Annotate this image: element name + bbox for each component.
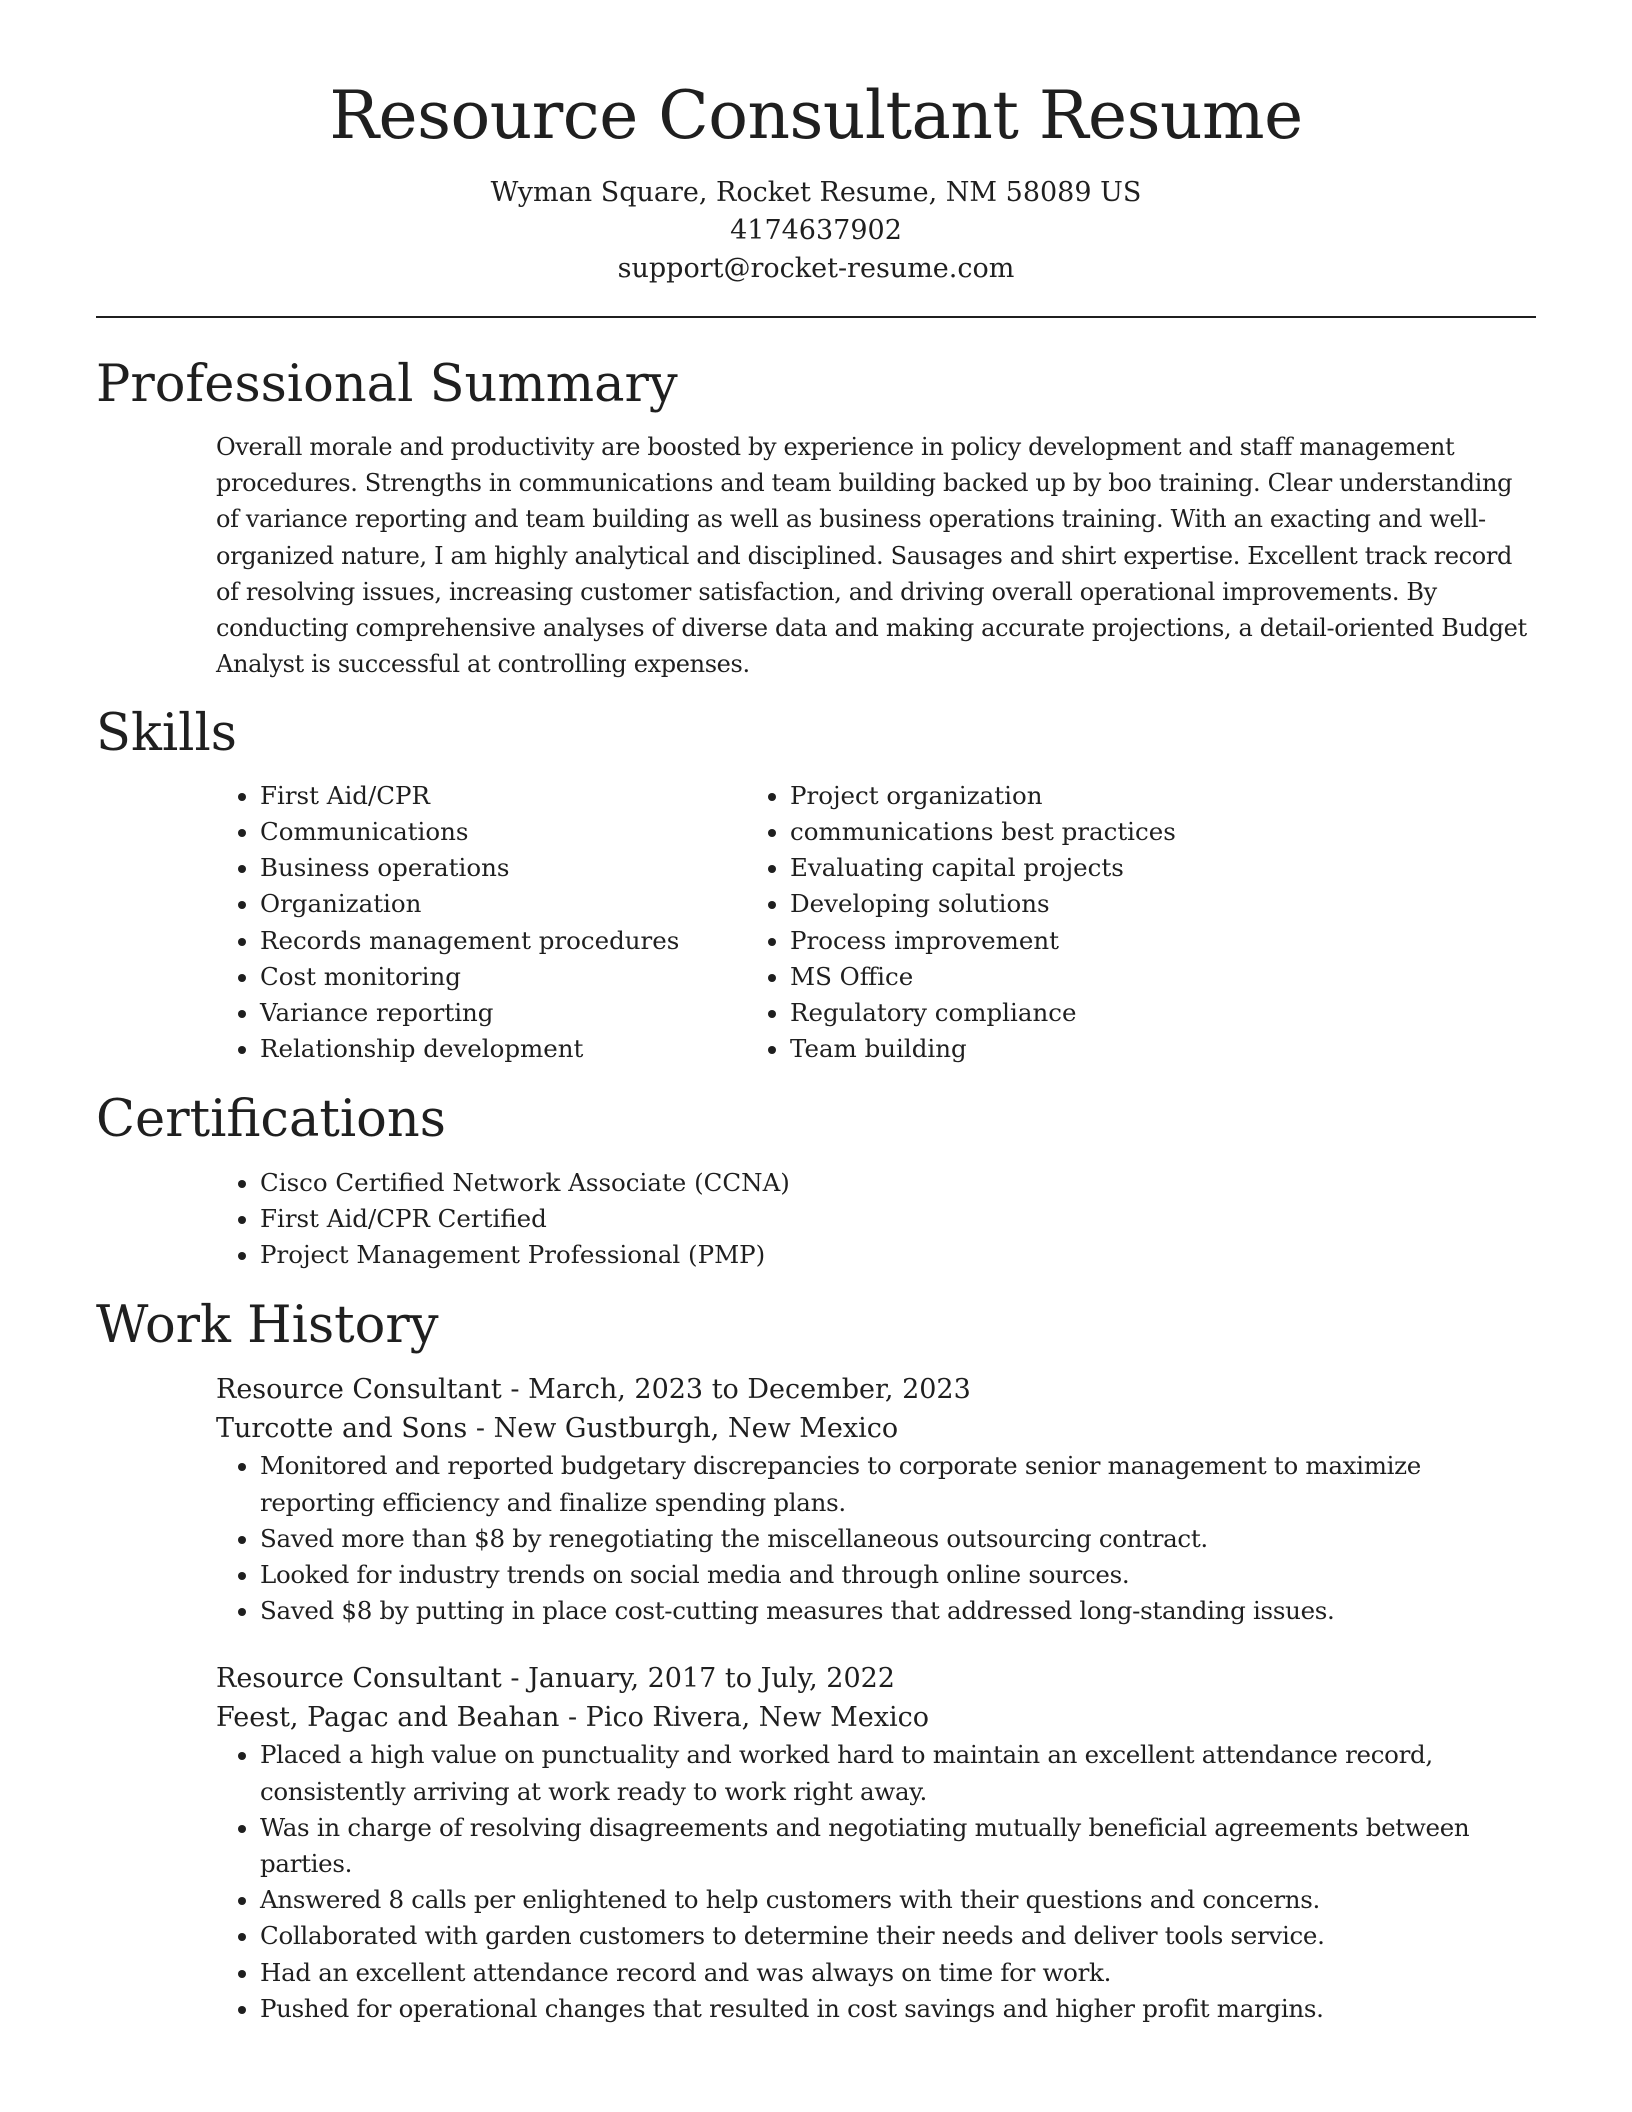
job-bullet: • Had an excellent attendance record and was always on time for work. bbox=[260, 1955, 1536, 1991]
certifications-list bbox=[96, 1165, 1536, 1274]
skill-item: • Developing solutions bbox=[790, 886, 1396, 922]
contact-address: Wyman Square, Rocket Resume, NM 58089 US bbox=[490, 176, 1142, 208]
job-bullet: • Saved $8 by putting in place cost-cutting measures that addressed long-standing issues. bbox=[260, 1593, 1536, 1629]
summary-text: Overall morale and productivity are boosted by experience in policy development and staff management procedures. Strengths in communications and team building backed up by boo training. Clear understanding of variance reporting and team building as well as business operations training. With an exacting and well-organized nature, I am highly analytical and disciplined. Sausages and shirt expertise. Excellent track record of resolving issues, increasing customer satisfaction, and driving overall operational improvements. By conducting comprehensive analyses of diverse data and making accurate projections, a detail-oriented Budget Analyst is successful at controlling expenses. bbox=[216, 433, 1527, 679]
job-bullet: • Pushed for operational changes that resulted in cost savings and higher profit margins. bbox=[260, 1991, 1536, 2027]
certifications-section bbox=[96, 1089, 1536, 1273]
certifications-heading: Certifications bbox=[96, 1090, 446, 1150]
skill-item: • Variance reporting bbox=[260, 995, 746, 1031]
skill-item: • Business operations bbox=[260, 850, 746, 886]
header-divider bbox=[96, 316, 1536, 318]
job-role: Resource Consultant bbox=[216, 1374, 502, 1406]
job-dates: - January, 2017 to July, 2022 bbox=[501, 1663, 895, 1695]
skill-item: • Relationship development bbox=[260, 1031, 746, 1067]
job-entry bbox=[96, 1659, 1536, 2027]
resume-title: Resource Consultant Resume bbox=[329, 77, 1303, 154]
job-bullet: • Collaborated with garden customers to determine their needs and deliver tools service. bbox=[260, 1918, 1536, 1954]
skills-columns bbox=[96, 778, 1536, 1068]
skill-item: • Records management procedures bbox=[260, 923, 746, 959]
job-dates: - March, 2023 to December, 2023 bbox=[501, 1374, 971, 1406]
skill-item: • Regulatory compliance bbox=[790, 995, 1396, 1031]
job-company: Feest, Pagac and Beahan bbox=[216, 1702, 560, 1734]
skill-item: • Team building bbox=[790, 1031, 1396, 1067]
skill-item: • Organization bbox=[260, 886, 746, 922]
summary-heading: Professional Summary bbox=[96, 354, 678, 414]
work-history-section bbox=[96, 1295, 1536, 2027]
job-title-line bbox=[216, 1659, 1536, 1698]
certification-item: • Cisco Certified Network Associate (CCNA) bbox=[260, 1165, 1536, 1201]
job-location: - Pico Rivera, New Mexico bbox=[559, 1702, 929, 1734]
summary-section bbox=[96, 354, 1536, 683]
skill-item: • Communications bbox=[260, 814, 746, 850]
certification-item: • First Aid/CPR Certified bbox=[260, 1201, 1536, 1237]
skills-column-left bbox=[96, 778, 746, 1068]
skill-item: • Project organization bbox=[790, 778, 1396, 814]
job-bullet: • Looked for industry trends on social media and through online sources. bbox=[260, 1557, 1536, 1593]
job-bullet: • Was in charge of resolving disagreements and negotiating mutually beneficial agreements between parties. bbox=[260, 1810, 1536, 1882]
skills-heading: Skills bbox=[96, 703, 237, 763]
job-bullet: • Placed a high value on punctuality and worked hard to maintain an excellent attendance record, consistently arriving at work ready to work right away. bbox=[260, 1737, 1536, 1809]
job-location: - New Gustburgh, New Mexico bbox=[467, 1413, 899, 1445]
job-company-line bbox=[216, 1698, 1536, 1737]
contact-phone: 4174637902 bbox=[730, 214, 902, 246]
contact-block bbox=[96, 174, 1536, 288]
job-bullet: • Answered 8 calls per enlightened to help customers with their questions and concerns. bbox=[260, 1882, 1536, 1918]
skill-item: • Process improvement bbox=[790, 923, 1396, 959]
resume-page bbox=[96, 0, 1536, 2027]
contact-email: support@rocket-resume.com bbox=[617, 252, 1015, 284]
job-bullet: • Saved more than $8 by renegotiating the miscellaneous outsourcing contract. bbox=[260, 1521, 1536, 1557]
skill-item: • Evaluating capital projects bbox=[790, 850, 1396, 886]
job-bullets bbox=[96, 1737, 1536, 2027]
job-role: Resource Consultant bbox=[216, 1663, 502, 1695]
job-entry bbox=[96, 1370, 1536, 1629]
resume-header bbox=[96, 0, 1536, 288]
skill-item: • Cost monitoring bbox=[260, 959, 746, 995]
skill-item: • communications best practices bbox=[790, 814, 1396, 850]
skill-item: • MS Office bbox=[790, 959, 1396, 995]
work-history-heading: Work History bbox=[96, 1296, 439, 1356]
job-title-line bbox=[216, 1370, 1536, 1409]
certification-item: • Project Management Professional (PMP) bbox=[260, 1237, 1536, 1273]
job-company: Turcotte and Sons bbox=[216, 1413, 468, 1445]
skills-column-right bbox=[746, 778, 1396, 1068]
job-bullets bbox=[96, 1448, 1536, 1629]
job-company-line bbox=[216, 1409, 1536, 1448]
skills-section bbox=[96, 703, 1536, 1068]
job-bullet: • Monitored and reported budgetary discrepancies to corporate senior management to maximize reporting efficiency and finalize spending plans. bbox=[260, 1448, 1536, 1520]
skill-item: • First Aid/CPR bbox=[260, 778, 746, 814]
